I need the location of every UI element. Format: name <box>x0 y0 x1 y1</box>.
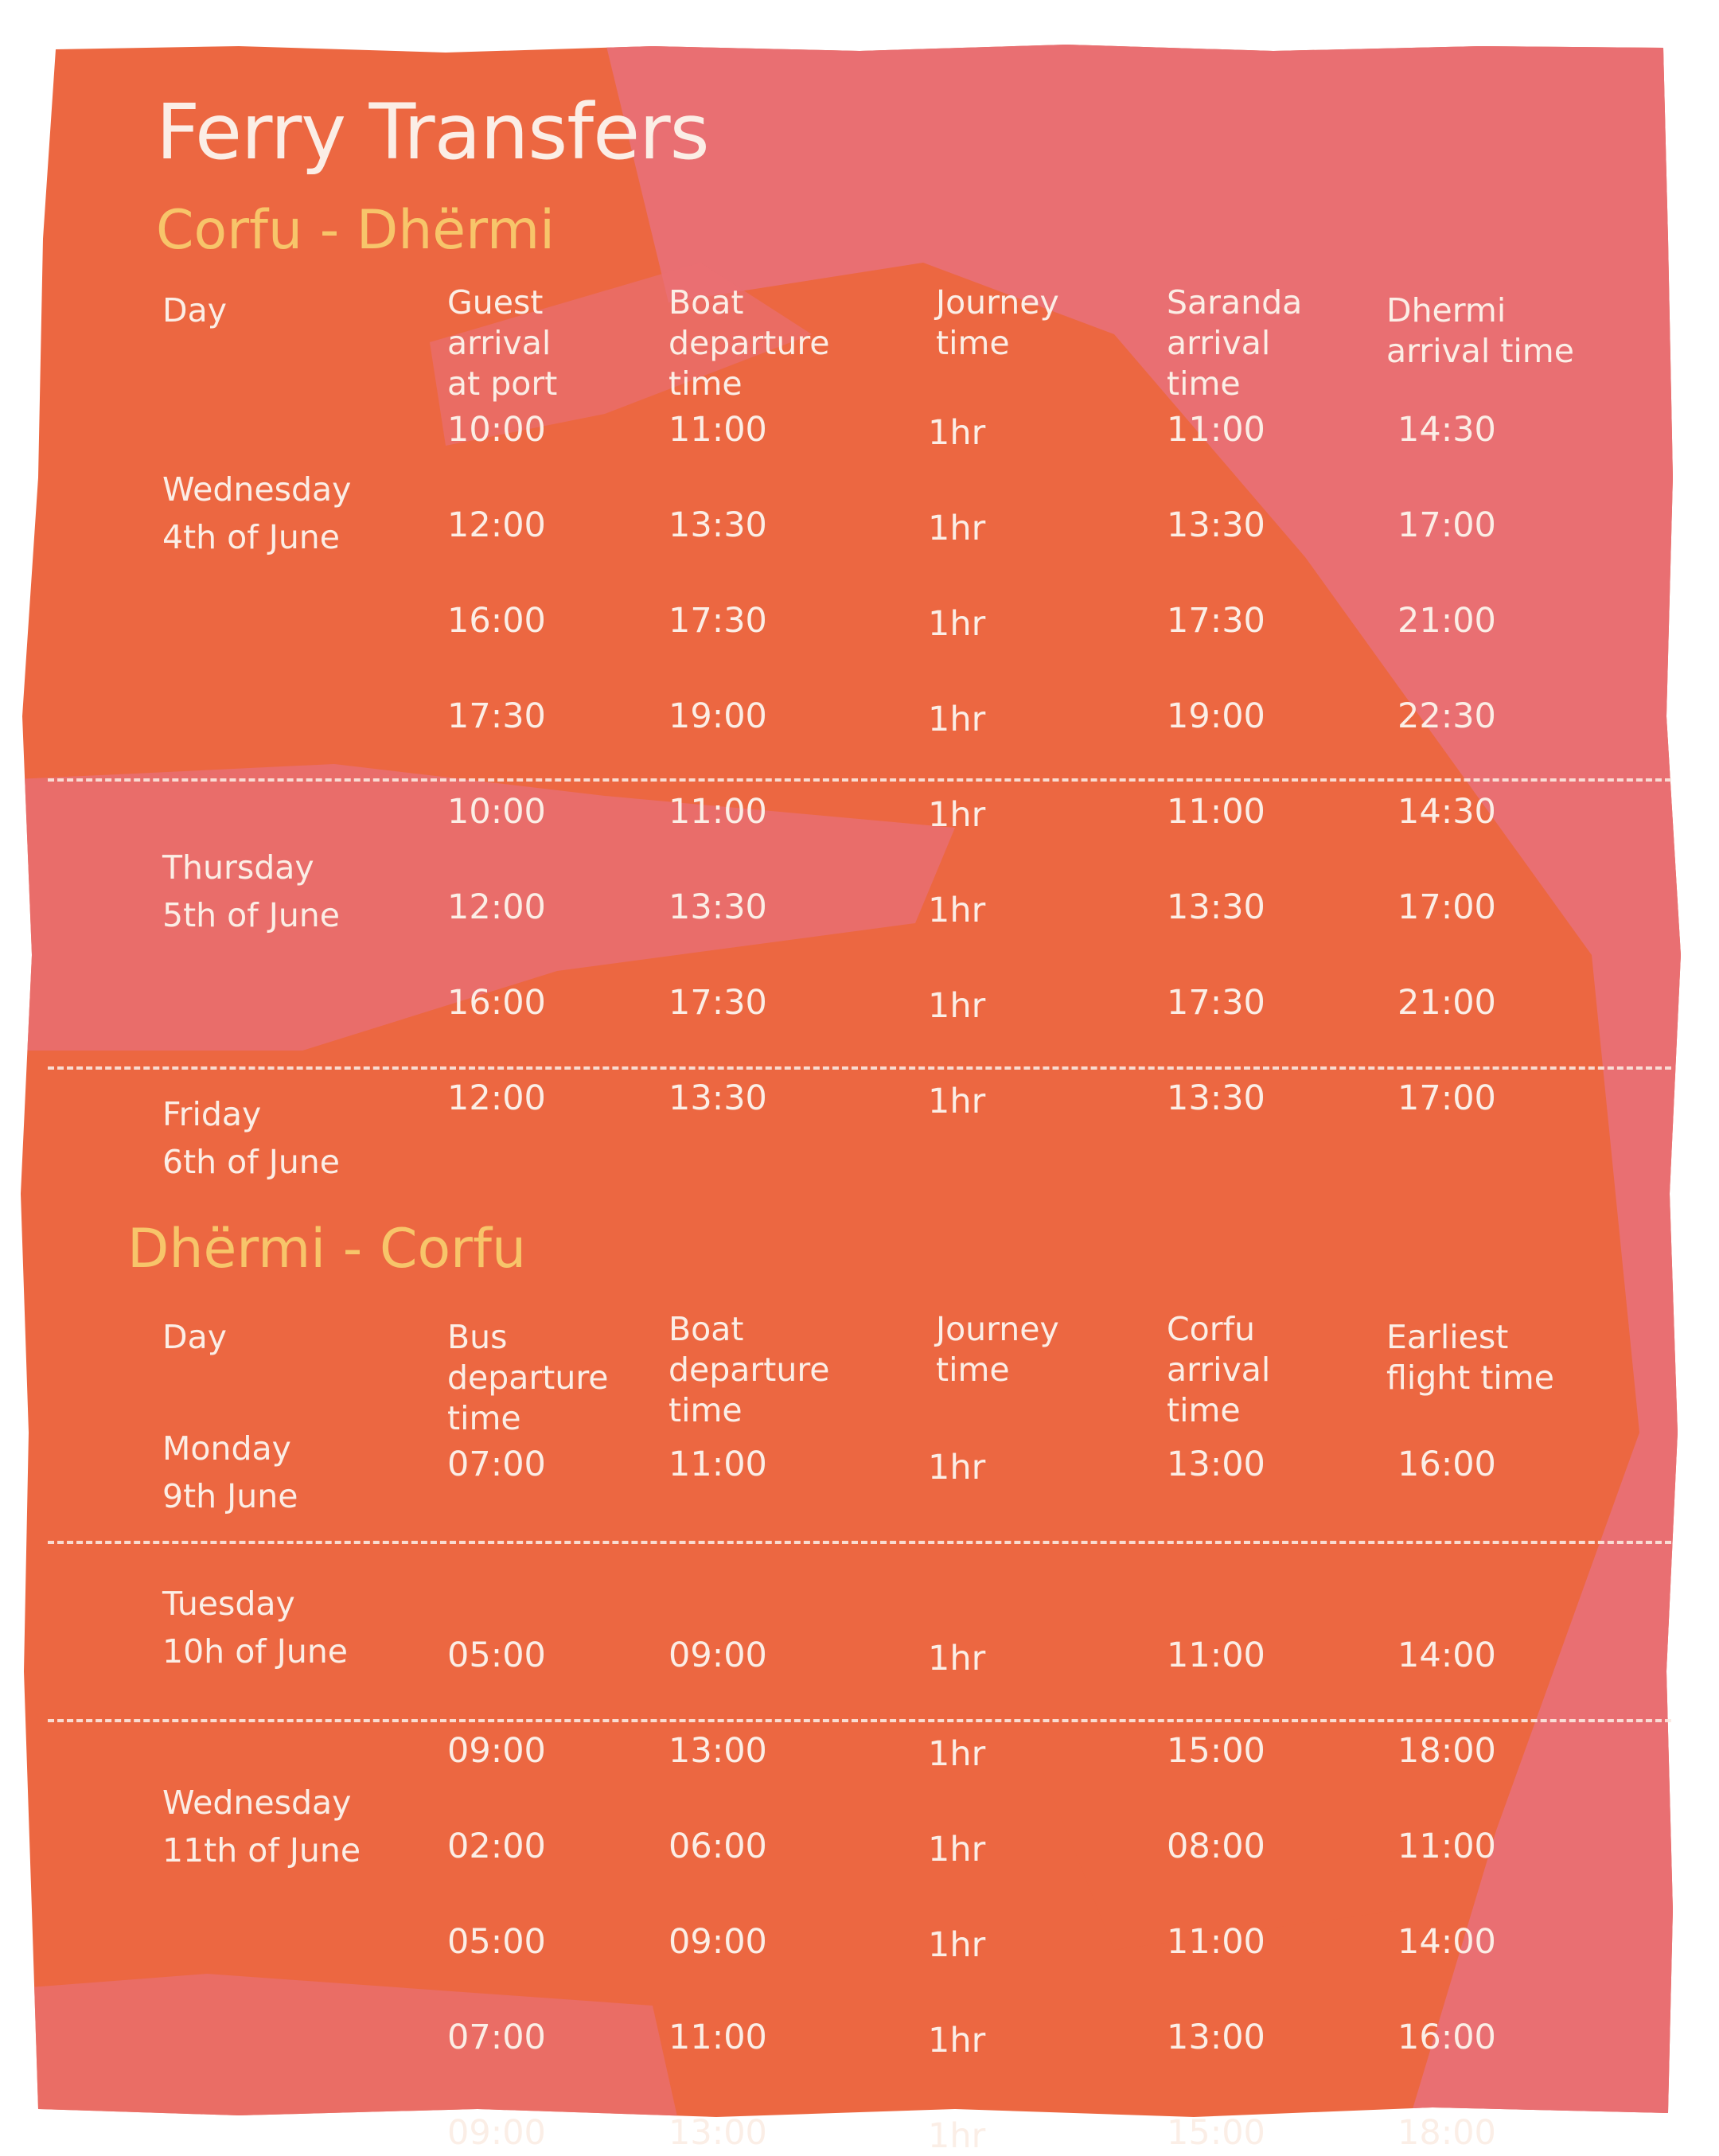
table-cell: 1hr <box>928 891 986 930</box>
table-cell: 17:30 <box>1167 601 1265 641</box>
table-cell: 12:00 <box>447 505 546 545</box>
table-cell: 11:00 <box>668 410 767 450</box>
section-title: Corfu - Dhërmi <box>156 199 555 262</box>
table-cell: 19:00 <box>1167 696 1265 736</box>
table-cell: 1hr <box>928 509 986 548</box>
table-cell: 02:00 <box>447 1827 546 1866</box>
section-title: Dhërmi - Corfu <box>127 1218 527 1281</box>
table-cell: 13:00 <box>668 2113 767 2153</box>
table-cell: 08:00 <box>1167 1827 1265 1866</box>
table-cell: 17:00 <box>1397 505 1496 545</box>
table-cell: 13:30 <box>668 505 767 545</box>
table-cell: 12:00 <box>447 1078 546 1118</box>
table-cell: 12:00 <box>447 887 546 927</box>
column-header: Guest arrival at port <box>447 283 558 403</box>
table-cell: 05:00 <box>447 1922 546 1962</box>
table-cell: 13:00 <box>1167 2018 1265 2057</box>
column-header: Saranda arrival time <box>1167 283 1303 403</box>
table-cell: 13:30 <box>1167 887 1265 927</box>
table-cell: 1hr <box>928 1925 986 1965</box>
column-header: Journey time <box>936 283 1059 362</box>
table-cell: 21:00 <box>1397 601 1496 641</box>
table-cell: 1hr <box>928 700 986 739</box>
table-cell: 11:00 <box>668 792 767 832</box>
table-cell: 1hr <box>928 1830 986 1869</box>
table-cell: 18:00 <box>1397 2113 1496 2153</box>
table-cell: 1hr <box>928 795 986 835</box>
table-cell: 13:00 <box>668 1731 767 1771</box>
table-cell: 21:00 <box>1397 983 1496 1023</box>
day-label: Wednesday 4th of June <box>162 470 352 556</box>
day-label: Thursday 5th of June <box>162 848 341 934</box>
table-cell: 11:00 <box>668 1444 767 1484</box>
table-cell: 17:00 <box>1397 1078 1496 1118</box>
table-cell: 17:30 <box>1167 983 1265 1023</box>
table-cell: 16:00 <box>447 983 546 1023</box>
table-cell: 18:00 <box>1397 1731 1496 1771</box>
column-header: Day <box>162 1318 227 1356</box>
day-label: Tuesday 10h of June <box>162 1585 349 1671</box>
dashed-divider <box>48 1066 1671 1070</box>
table-cell: 1hr <box>928 986 986 1026</box>
table-cell: 09:00 <box>668 1636 767 1675</box>
table-cell: 13:30 <box>1167 1078 1265 1118</box>
table-cell: 13:00 <box>1167 1444 1265 1484</box>
column-header: Corfu arrival time <box>1167 1310 1271 1429</box>
dashed-divider <box>48 778 1671 782</box>
table-cell: 16:00 <box>1397 2018 1496 2057</box>
table-cell: 1hr <box>928 1082 986 1121</box>
table-cell: 14:30 <box>1397 792 1496 832</box>
day-label: Wednesday 11th of June <box>162 1784 361 1869</box>
table-cell: 22:30 <box>1397 696 1496 736</box>
table-cell: 11:00 <box>1167 1922 1265 1962</box>
table-cell: 09:00 <box>447 1731 546 1771</box>
table-cell: 1hr <box>928 413 986 453</box>
table-cell: 13:30 <box>668 1078 767 1118</box>
table-cell: 1hr <box>928 1734 986 1774</box>
table-cell: 16:00 <box>447 601 546 641</box>
day-label: Friday 6th of June <box>162 1095 341 1181</box>
day-label: Monday 9th June <box>162 1429 298 1515</box>
column-header: Boat departure time <box>668 1310 830 1429</box>
table-cell: 1hr <box>928 604 986 644</box>
column-header: Bus departure time <box>447 1318 609 1437</box>
table-cell: 19:00 <box>668 696 767 736</box>
table-cell: 07:00 <box>447 1444 546 1484</box>
column-header: Day <box>162 291 227 329</box>
table-cell: 06:00 <box>668 1827 767 1866</box>
table-cell: 13:30 <box>668 887 767 927</box>
column-header: Dhermi arrival time <box>1386 291 1574 370</box>
table-cell: 10:00 <box>447 792 546 832</box>
table-cell: 14:00 <box>1397 1922 1496 1962</box>
table-cell: 07:00 <box>447 2018 546 2057</box>
table-cell: 11:00 <box>1167 792 1265 832</box>
table-cell: 17:30 <box>668 601 767 641</box>
table-cell: 11:00 <box>1167 410 1265 450</box>
table-cell: 15:00 <box>1167 1731 1265 1771</box>
table-cell: 1hr <box>928 1639 986 1678</box>
table-cell: 13:30 <box>1167 505 1265 545</box>
table-cell: 1hr <box>928 2116 986 2156</box>
table-cell: 1hr <box>928 2021 986 2060</box>
table-cell: 15:00 <box>1167 2113 1265 2153</box>
table-cell: 17:00 <box>1397 887 1496 927</box>
table-cell: 16:00 <box>1397 1444 1496 1484</box>
table-cell: 11:00 <box>1397 1827 1496 1866</box>
table-cell: 10:00 <box>447 410 546 450</box>
column-header: Boat departure time <box>668 283 830 403</box>
table-cell: 05:00 <box>447 1636 546 1675</box>
table-cell: 09:00 <box>668 1922 767 1962</box>
table-cell: 14:00 <box>1397 1636 1496 1675</box>
table-cell: 11:00 <box>1167 1636 1265 1675</box>
column-header: Journey time <box>936 1310 1059 1389</box>
table-cell: 14:30 <box>1397 410 1496 450</box>
table-cell: 1hr <box>928 1448 986 1487</box>
column-header: Earliest flight time <box>1386 1318 1554 1397</box>
table-cell: 17:30 <box>447 696 546 736</box>
dashed-divider <box>48 1719 1671 1722</box>
page-title: Ferry Transfers <box>156 88 709 177</box>
table-cell: 09:00 <box>447 2113 546 2153</box>
dashed-divider <box>48 1541 1671 1544</box>
table-cell: 11:00 <box>668 2018 767 2057</box>
table-cell: 17:30 <box>668 983 767 1023</box>
